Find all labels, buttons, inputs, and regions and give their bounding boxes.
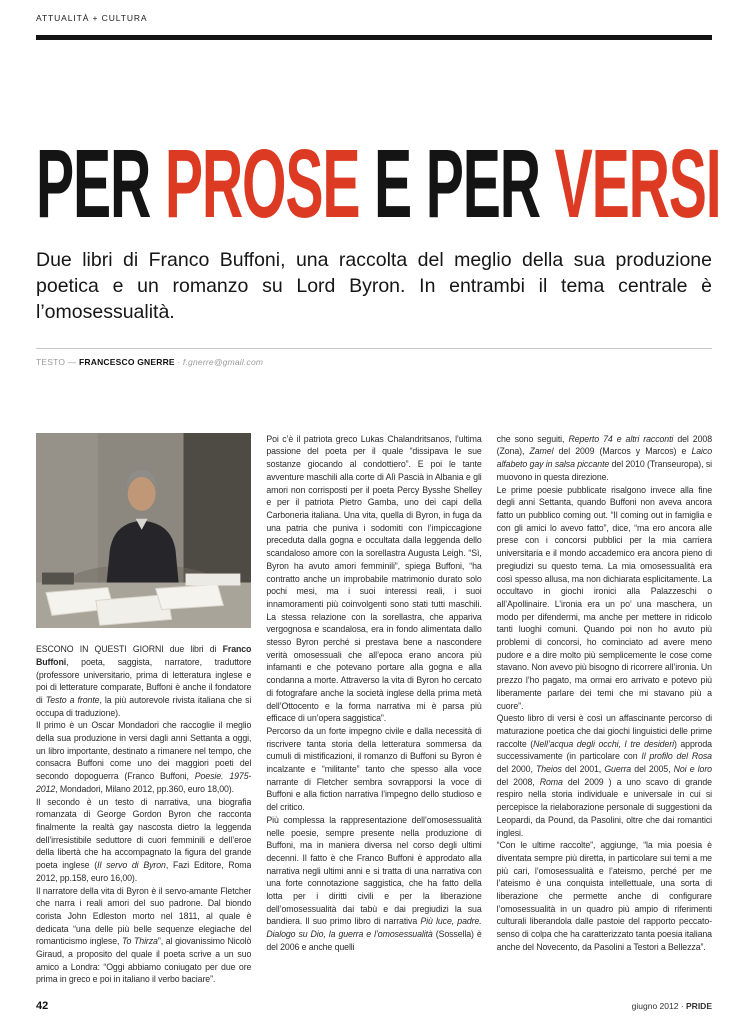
- title-part: PROSE: [164, 129, 360, 238]
- byline-label: TESTO —: [36, 356, 80, 367]
- paragraph: che sono seguiti, Reperto 74 e altri racconti del 2008 (Zona), Zamel del 2009 (Marcos y Marcos) e Laico alfabeto gay in salsa piccante del 2010 (Transeuropa), si muovono in questa direzione.: [496, 433, 712, 482]
- page-number: 42: [36, 1000, 49, 1012]
- paragraph: Le prime poesie pubblicate risalgono invece alla fine degli anni Settanta, quando Buffoni non aveva ancora fatto un pubblico coming out. “Il coming out in famiglia e con gli amici lo avevo fatto”, dice, “ma ero ancora alle prese con i concorsi pubblici per la mia carriera universitaria e il mondo accademico era ancora pieno di pregiudizi su questo tema. La mia omosessualità era così spesso allusa, ma non dichiarata esplicitamente. La occultavo in giochi ironici alla Palazzeschi o all’Apollinaire. L’ironia era un po’ una maschera, un modo per difendermi, ma anche per mettere in ridicolo tanti luoghi comuni. Quando poi non ho avuto più problemi di concorsi, ho cominciato ad avere meno pudore e a dire molto più semplicemente le cose come stavano. Non avevo più bisogno di ricorrere all’ironia. Un prezzo l’ho pagato, ma ormai ero arrivato e potevo più liberamente parlare dei temi che mi stavano più a cuore”.: [496, 484, 712, 711]
- column-left: [36, 433, 251, 1021]
- title-part: VERSI: [554, 129, 721, 238]
- top-rule: [36, 35, 712, 40]
- column-right: [497, 433, 712, 1021]
- paragraph: “Con le ultime raccolte”, aggiunge, “la mia poesia è diventata sempre più diretta, in particolare sui temi a me più cari, l’omosessualità e l’ateismo, perché per me l’ateismo è una conquista intellettuale, una sorta di liberazione che permette anche di configurare l’omosessualità in un quadro più ampio di riferimenti culturali liberandola dalle pastoie del rapporto peccato-senso di colpa che ha caratterizzato tanta poesia italiana anche del Novecento, da Pasolini a Testori a Bellezza”.: [496, 840, 712, 952]
- column-right-text: [497, 433, 712, 954]
- paragraph: Questo libro di versi è così un affascinante percorso di maturazione poetica che dai giochi linguistici delle prime raccolte (Nell’acqua degli occhi, I tre desideri) approda successivamente (in particolare con Il profilo del Rosa del 2000, Theios del 2001, Guerra del 2005, Noi e loro del 2008, Roma del 2009 ) a uno scavo di grande respiro nella storia individuale e universale in cui si percepisce la rielaborazione personale di suggestioni da Leopardi, da Pound, da Pasolini, oltre che dai romantici inglesi.: [496, 713, 712, 838]
- standfirst: Due libri di Franco Buffoni, una raccolta del meglio della sua produzione poetica e un romanzo su Lord Byron. In entrambi il tema centrale è l’omosessualità.: [36, 249, 712, 323]
- author-photo-graphic: [36, 433, 251, 628]
- footer-magazine-name: PRIDE: [686, 1001, 712, 1011]
- paragraph: Il secondo è un testo di narrativa, una biografia romanzata di George Gordon Byron che racconta finalmente la realtà gay nascosta dietro la leggenda dell’irresistibile seduttore di cuori femminili e dell’eroe della libertà che ha accompagnato la figura del grande poeta inglese (Il servo di Byron, Fazi Editore, Roma 2012, pp.158, euro 16,00).: [36, 796, 252, 883]
- byline-rule: [36, 348, 712, 349]
- footer-issue-date: giugno 2012 ·: [631, 1001, 687, 1011]
- paragraph: Poi c’è il patriota greco Lukas Chalandritsanos, l’ultima passione del poeta per il quale “dissipava le sue sostanze giocando al condottiero”. E poi le tante avventure maschili alla corte di Alì Pascià in Albania e gli amori non corrisposti per il poeta Percy Bysshe Shelley e per il patriota Pietro Gamba, uno dei capi della Carboneria italiana. Una vita, quella di Byron, in fuga da una patria che puniva i sodomiti con l’impiccagione preceduta dalla gogna e occultata dalla leggenda dello scandaloso amore con la sorellastra Augusta Leigh. “Sì, Byron ha avuto amori femminili”, spiega Buffoni, “ha contratto anche un improbabile matrimonio durato solo pochi mesi, ma i suoi interessi reali, i suoi innamoramenti più coinvolgenti sono stati tutti maschili. La stessa relazione con la sorellastra, che appariva vergognosa e scandalosa, era in fondo alimentata dallo stesso Byron perché si prestava bene a nascondere verità omosessuali che all’epoca erano ancora più infamanti e che potevano portare alla gogna e alla condanna a morte. Attraverso la vita di Byron ho cercato di fotografare anche la società inglese della prima metà dell’Ottocento e la forma narrativa mi è parsa più efficace di un’opera saggistica”.: [266, 433, 482, 724]
- byline-email: · f.gnerre@gmail.com: [174, 356, 264, 367]
- column-middle: [266, 433, 481, 1021]
- article-body: [36, 433, 712, 1021]
- column-left-text: [36, 643, 251, 986]
- paragraph: Il primo è un Oscar Mondadori che raccoglie il meglio della sua produzione in versi dagli anni Settanta a oggi, un libro importante, destinato a rimanere nel tempo, che consacra Buffoni come uno dei maggiori poeti del secondo dopoguerra (Franco Buffoni, Poesie. 1975-2012, Mondadori, Milano 2012, pp.360, euro 18,00).: [36, 720, 252, 794]
- paragraph: Più complessa la rappresentazione dell’omosessualità nelle poesie, sempre presente nella produzione di Buffoni, ma in maniera diversa nel corso degli ultimi decenni. Il fatto è che Franco Buffoni è approdato alla narrativa negli ultimi anni e si tratta di una narrativa con una forte connotazione saggistica, che ha fatto della lotta per i diritti civili e per la liberazione dell’omosessualità dai tabù e dai pregiudizi la sua bandiera. Il suo primo libro di narrativa Più luce, padre. Dialogo su Dio, la guerra e l’omosessualità (Sossella) è del 2006 e anche quelli: [266, 814, 482, 952]
- page-footer: [36, 1000, 712, 1012]
- paragraph: Il narratore della vita di Byron è il servo-amante Fletcher che narra i reali amori del suo padrone. Dal biondo corista John Edleston morto nel 1811, al quale è dedicata “una delle più belle sequenze elegiache del romanticismo inglese, To Thirza”, al giovanissimo Nicolò Giraud, a proposito del quale il poeta scrive a un suo amico a Londra: “Oggi abbiamo coniugato per due ore prima in greco e poi in italiano il verbo baciare”.: [36, 885, 252, 985]
- footer-issue: [632, 1001, 712, 1011]
- paragraph: ESCONO IN QUESTI GIORNI due libri di Franco Buffoni, poeta, saggista, narratore, traduttore (professore universitario, prima di letteratura inglese e poi di letterature comparate, Buffoni è anche il fondatore di Testo a fronte, la più autorevole rivista italiana che si occupa di traduzione).: [36, 644, 252, 718]
- paragraph: Percorso da un forte impegno civile e dalla necessità di riscrivere tanta storia della letteratura sommersa da cumuli di mistificazioni, il romanzo di Buffoni su Byron è incalzante e “militante” tanto che spesso alla voce narrante di Fletcher sembra sovrapporsi la voce di Buffoni e alla fiction narrativa l’impegno dello studioso e del critico.: [266, 725, 482, 813]
- article-title: [36, 129, 721, 238]
- title-part: E PER: [359, 129, 555, 238]
- title-part: PER: [36, 129, 165, 238]
- section-kicker: ATTUALITÀ + CULTURA: [36, 13, 148, 23]
- byline: [36, 357, 712, 367]
- column-middle-text: [266, 433, 481, 954]
- byline-author: FRANCESCO GNERRE: [79, 356, 175, 367]
- author-photo: [36, 433, 251, 628]
